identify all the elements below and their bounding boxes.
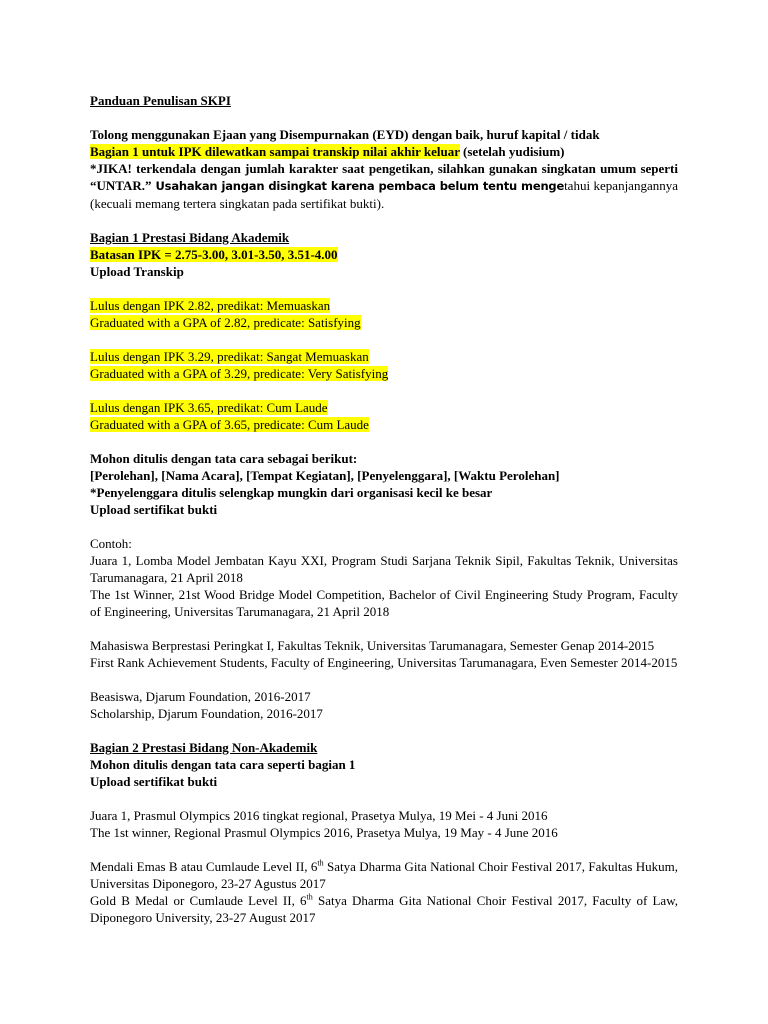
nonacademic-example-id: Mendali Emas B atau Cumlaude Level II, 6th Satya Dharma Gita National Choir Festival 2017, Fakultas Hukum, Universitas Diponegoro, 23-27 Agustus 2017 <box>90 858 678 891</box>
document-title: Panduan Penulisan SKPI <box>90 93 231 108</box>
nonacademic-example-en: Gold B Medal or Cumlaude Level II, 6th Satya Dharma Gita National Choir Festival 2017, Faculty of Law, Diponegoro University, 23-27 August 2017 <box>90 892 678 925</box>
section2-heading: Bagian 2 Prestasi Bidang Non-Akademik <box>90 740 318 755</box>
intro-note-part1: *JIKA! terkendala dengan jumlah karakter saat pengetikan, silahkan gunakan singkatan umum seperti “UNTAR.” <box>90 161 678 193</box>
gpa-example-en: Graduated with a GPA of 3.29, predicate: Very Satisfying <box>90 366 389 381</box>
contoh-example-en: Scholarship, Djarum Foundation, 2016-2017 <box>90 706 323 721</box>
intro-note-part3: tahui kepanjangannya (kecuali memang tertera singkatan pada sertifikat bukti). <box>90 178 678 211</box>
nonacademic-example-id: Juara 1, Prasmul Olympics 2016 tingkat regional, Prasetya Mulya, 19 Mei - 4 Juni 2016 <box>90 808 548 823</box>
intro-note-part2: Usahakan jangan disingkat karena pembaca belum tentu menge <box>151 179 565 193</box>
contoh-example-id: Beasiswa, Djarum Foundation, 2016-2017 <box>90 689 311 704</box>
intro-ipk-highlight: Bagian 1 untuk IPK dilewatkan sampai transkip nilai akhir keluar <box>90 144 460 159</box>
section2-instruction: Mohon ditulis dengan tata cara seperti bagian 1 <box>90 757 356 772</box>
contoh-example-en: First Rank Achievement Students, Faculty of Engineering, Universitas Tarumanagara, Even Semester 2014-2015 <box>90 655 678 670</box>
document-page <box>90 92 678 926</box>
contoh-example-en: The 1st Winner, 21st Wood Bridge Model Competition, Bachelor of Civil Engineering Study Program, Faculty of Engineering, Universitas Tarumanagara, 21 April 2018 <box>90 587 678 619</box>
gpa-example-en: Graduated with a GPA of 2.82, predicate: Satisfying <box>90 315 361 330</box>
gpa-example-id: Lulus dengan IPK 3.65, predikat: Cum Laude <box>90 400 328 415</box>
contoh-example-id: Juara 1, Lomba Model Jembatan Kayu XXI, Program Studi Sarjana Teknik Sipil, Fakultas Teknik, Universitas Tarumanagara, 21 April 2018 <box>90 553 678 585</box>
gpa-example-id: Lulus dengan IPK 2.82, predikat: Memuaskan <box>90 298 331 313</box>
section1-heading: Bagian 1 Prestasi Bidang Akademik <box>90 230 290 245</box>
intro-ipk-rest: (setelah yudisium) <box>459 144 565 159</box>
instructions-upload: Upload sertifikat bukti <box>90 502 218 517</box>
nonacademic-example-en: The 1st winner, Regional Prasmul Olympics 2016, Prasetya Mulya, 19 May - 4 June 2016 <box>90 825 558 840</box>
instructions-format: [Perolehan], [Nama Acara], [Tempat Kegiatan], [Penyelenggara], [Waktu Perolehan] <box>90 468 560 483</box>
section2-upload: Upload sertifikat bukti <box>90 774 218 789</box>
intro-note <box>90 160 678 212</box>
instructions-line: Mohon ditulis dengan tata cara sebagai berikut: <box>90 451 358 466</box>
instructions-note: *Penyelenggara ditulis selengkap mungkin dari organisasi kecil ke besar <box>90 485 493 500</box>
gpa-example-en: Graduated with a GPA of 3.65, predicate: Cum Laude <box>90 417 369 432</box>
section1-upload: Upload Transkip <box>90 264 184 279</box>
contoh-label: Contoh: <box>90 536 132 551</box>
contoh-example-id: Mahasiswa Berprestasi Peringkat I, Fakultas Teknik, Universitas Tarumanagara, Semester Genap 2014-2015 <box>90 638 655 653</box>
intro-line-ipk <box>90 143 678 160</box>
gpa-example-id: Lulus dengan IPK 3.29, predikat: Sangat Memuaskan <box>90 349 369 364</box>
section1-ipk-range: Batasan IPK = 2.75-3.00, 3.01-3.50, 3.51-4.00 <box>90 247 338 262</box>
intro-line-eyd: Tolong menggunakan Ejaan yang Disempurnakan (EYD) dengan baik, huruf kapital / tidak <box>90 127 600 142</box>
